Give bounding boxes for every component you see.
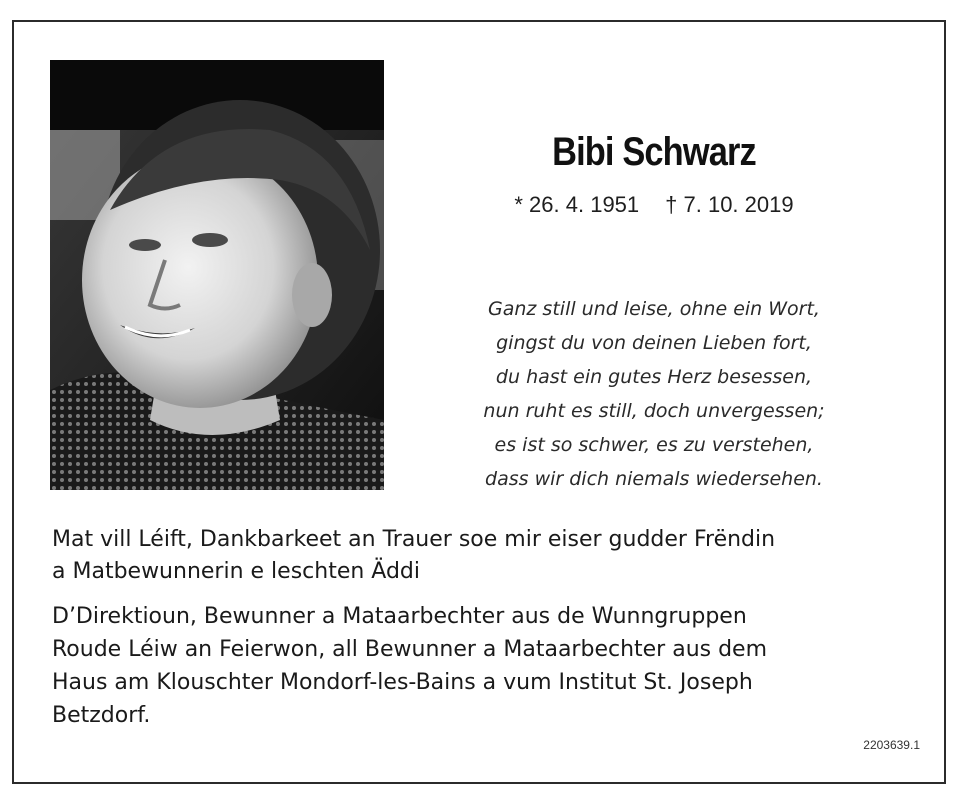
portrait-photo-icon xyxy=(50,60,384,490)
life-dates xyxy=(444,192,864,218)
portrait-photo xyxy=(50,60,384,490)
poem-line: Ganz still und leise, ohne ein Wort, xyxy=(488,298,820,320)
farewell-line: Mat vill Léift, Dankbarkeet an Trauer soe mir eiser gudder Frëndin xyxy=(52,527,776,552)
poem-line: nun ruht es still, doch unvergessen; xyxy=(483,400,825,422)
signers-text xyxy=(52,600,932,732)
obituary-frame xyxy=(12,20,946,784)
signers-line: Betzdorf. xyxy=(52,703,151,728)
signers-line: D’Direktioun, Bewunner a Mataarbechter aus de Wunngruppen xyxy=(52,604,747,629)
death-date: † 7. 10. 2019 xyxy=(665,192,794,217)
signers-line: Haus am Klouschter Mondorf-les-Bains a vum Institut St. Joseph xyxy=(52,670,753,695)
memorial-poem xyxy=(434,292,874,496)
poem-line: gingst du von deinen Lieben fort, xyxy=(496,332,812,354)
farewell-message xyxy=(52,524,932,588)
poem-line: du hast ein gutes Herz besessen, xyxy=(495,366,813,388)
deceased-name: Bibi Schwarz xyxy=(552,130,756,174)
signers-line: Roude Léiw an Feierwon, all Bewunner a Mataarbechter aus dem xyxy=(52,637,768,662)
poem-line: dass wir dich niemals wiedersehen. xyxy=(485,468,823,490)
poem-line: es ist so schwer, es zu verstehen, xyxy=(494,434,814,456)
farewell-line: a Matbewunnerin e leschten Äddi xyxy=(52,559,420,584)
reference-number: 2203639.1 xyxy=(863,738,920,752)
birth-date: * 26. 4. 1951 xyxy=(514,192,640,217)
